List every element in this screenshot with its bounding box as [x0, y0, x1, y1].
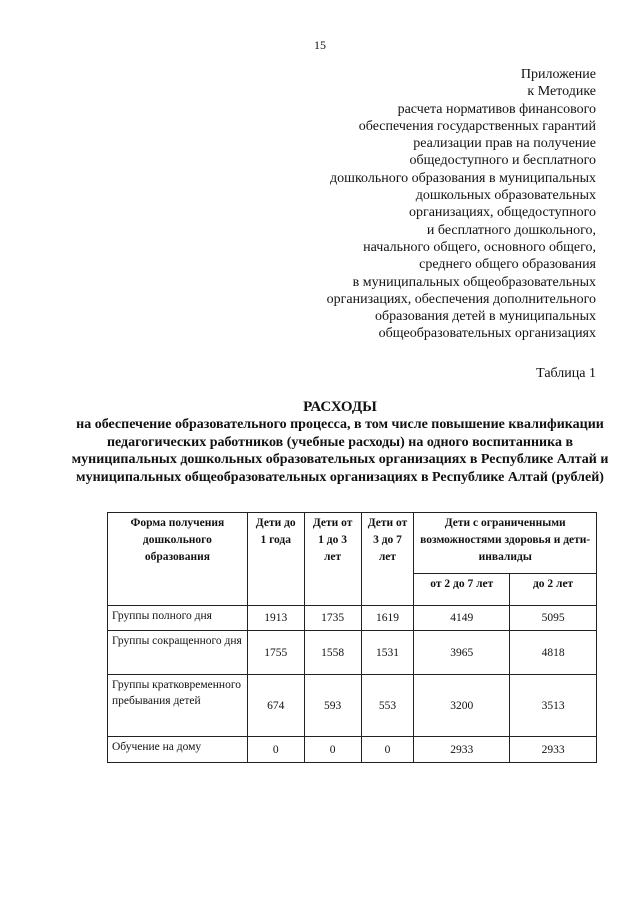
appendix-line: организациях, общедоступного [408, 205, 596, 221]
cell-value: 1531 [361, 631, 414, 675]
appendix-line: общедоступного и бесплатного [409, 153, 596, 169]
header-age-1-3: Дети от 1 до 3 лет [304, 513, 361, 606]
document-subtitle: на обеспечение образовательного процесса, в том числе повышение квалификации педагогических работников (учебные расходы) на одного воспитанника в муниципальных дошкольных образовательных организациях в Республике Алтай и муниципальных общеобразовательных организациях в Республике Алтай (рублей) [71, 417, 609, 485]
cell-value: 5095 [510, 606, 597, 631]
cell-value: 3513 [510, 675, 597, 737]
cell-value: 1735 [304, 606, 361, 631]
cell-value: 0 [304, 737, 361, 763]
document-title: РАСХОДЫ [303, 399, 377, 415]
cell-value: 1619 [361, 606, 414, 631]
table-row [108, 675, 597, 737]
appendix-line: и бесплатного дошкольного, [426, 222, 596, 238]
appendix-line: реализации прав на получение [413, 136, 596, 152]
header-age-3-7: Дети от 3 до 7 лет [361, 513, 414, 606]
table-label: Таблица 1 [536, 366, 596, 381]
cell-value: 0 [361, 737, 414, 763]
header-form: Форма получения дошкольного образования [108, 513, 248, 606]
cell-value: 553 [361, 675, 414, 737]
appendix-line: дошкольного образования в муниципальных [330, 170, 596, 186]
appendix-line: к Методике [527, 84, 596, 100]
appendix-line: дошкольных образовательных [415, 188, 596, 204]
table-header-row [108, 513, 597, 574]
appendix-line: расчета нормативов финансового [397, 101, 596, 117]
table-row [108, 631, 597, 675]
row-label: Группы сокращенного дня [108, 631, 248, 675]
appendix-line: в муниципальных общеобразовательных [352, 274, 596, 290]
cell-value: 1755 [247, 631, 304, 675]
appendix-line: Приложение [520, 67, 596, 82]
cell-value: 674 [247, 675, 304, 737]
row-label: Группы кратковременного пребывания детей [108, 675, 248, 737]
appendix-line: начального общего, основного общего, [363, 239, 596, 255]
cell-value: 2933 [510, 737, 597, 763]
header-age-0-1: Дети до 1 года [247, 513, 304, 606]
header-disabled-under-2: до 2 лет [510, 574, 597, 606]
header-disabled-2-7: от 2 до 7 лет [414, 574, 510, 606]
table-row [108, 737, 597, 763]
table-row [108, 606, 597, 631]
cell-value: 2933 [414, 737, 510, 763]
header-disabled: Дети с ограниченными возможностями здоровья и дети-инвалиды [414, 513, 597, 574]
row-label: Обучение на дому [108, 737, 248, 763]
cell-value: 1913 [247, 606, 304, 631]
expenses-table [107, 512, 597, 763]
appendix-line: организациях, обеспечения дополнительного [326, 291, 596, 307]
appendix-line: общеобразовательных организациях [378, 326, 596, 342]
appendix-line: образования детей в муниципальных [374, 309, 596, 325]
cell-value: 4149 [414, 606, 510, 631]
cell-value: 1558 [304, 631, 361, 675]
row-label: Группы полного дня [108, 606, 248, 631]
appendix-header [276, 66, 596, 343]
appendix-line: среднего общего образования [419, 257, 596, 273]
cell-value: 3200 [414, 675, 510, 737]
cell-value: 4818 [510, 631, 597, 675]
cell-value: 3965 [414, 631, 510, 675]
cell-value: 0 [247, 737, 304, 763]
page-number: 15 [314, 38, 326, 52]
appendix-line: обеспечения государственных гарантий [358, 118, 596, 134]
cell-value: 593 [304, 675, 361, 737]
